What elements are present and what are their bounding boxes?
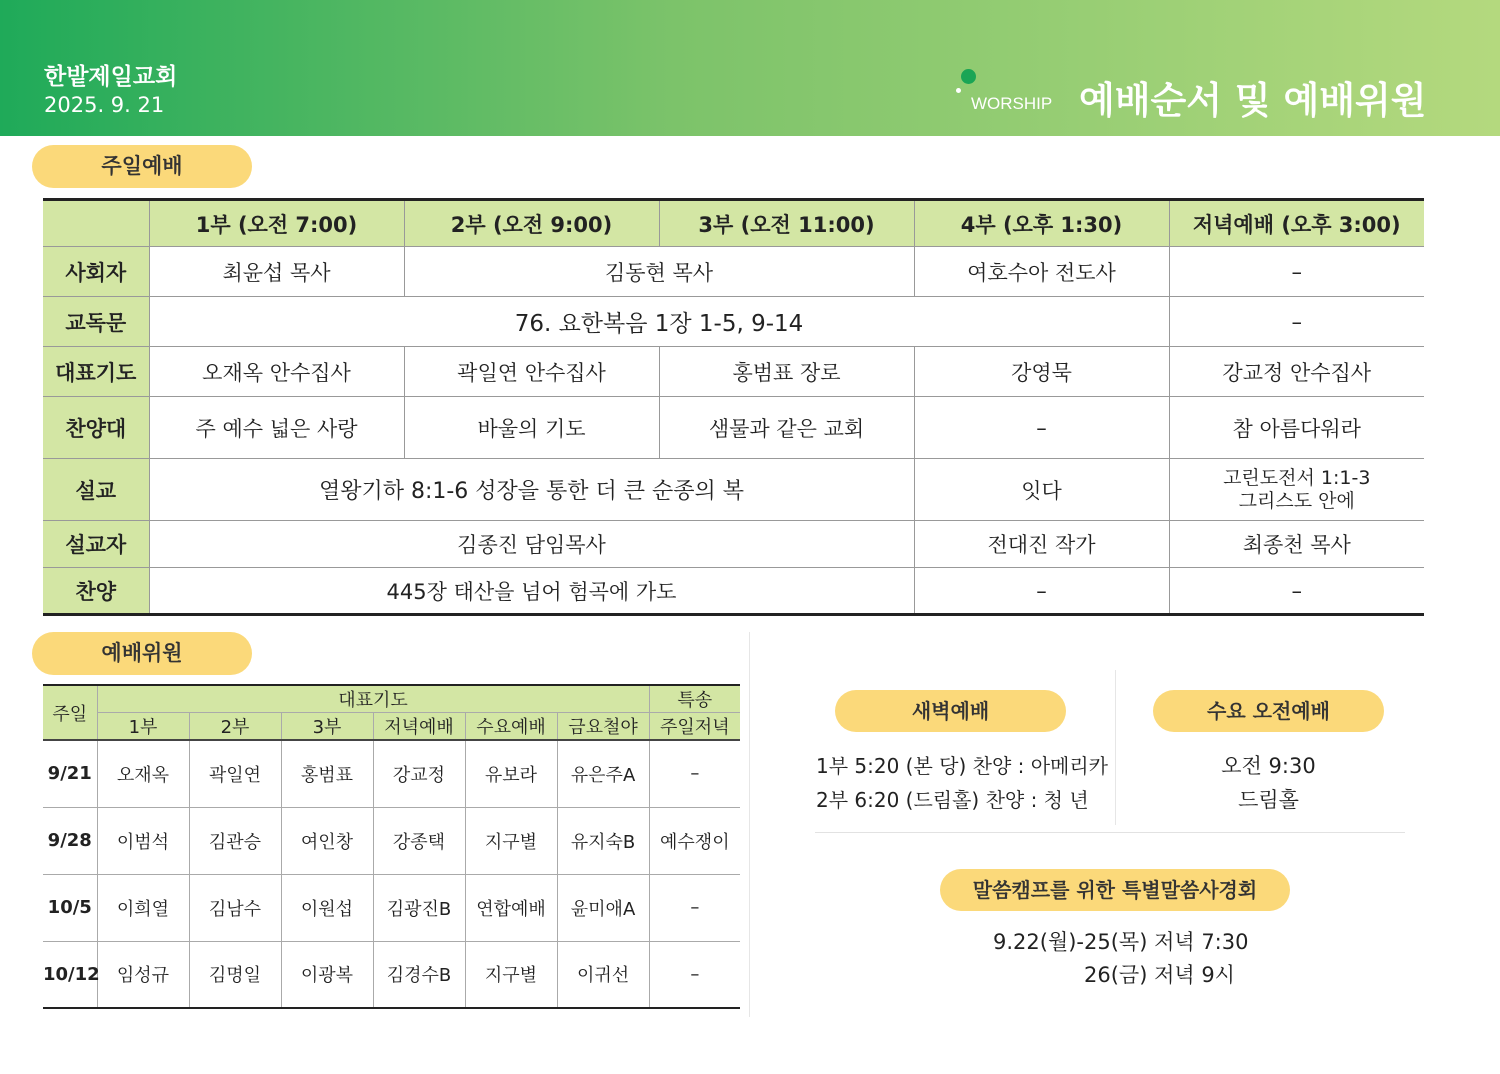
table-cell: 오재옥 [97,740,189,807]
column-header: 3부 [281,713,373,741]
table-cell: 홍범표 장로 [659,347,914,397]
table-header-row [43,200,1424,247]
table-cell: 최종천 목사 [1169,521,1424,568]
column-header: 저녁예배 [373,713,465,741]
dawn-service-line: 2부 6:20 (드림홀) 찬양 : 청 년 [816,788,1089,812]
column-header: 1부 [97,713,189,741]
table-cell: 강교정 [373,740,465,807]
table-cell: 강영묵 [914,347,1169,397]
table-row [43,247,1424,297]
table-row [43,568,1424,615]
wednesday-service-time: 오전 9:30 [1221,754,1316,778]
table-cell: 김남수 [189,874,281,941]
column-header: 1부 (오전 7:00) [149,200,404,247]
table-cell: 지구별 [465,807,557,874]
table-row [43,459,1424,521]
table-row [43,807,740,874]
table-cell: – [649,874,740,941]
column-header: 수요예배 [465,713,557,741]
table-cell: – [914,568,1169,615]
small-dot-icon [956,88,961,93]
column-divider [749,632,750,1017]
table-row [43,397,1424,459]
table-cell: – [1169,297,1424,347]
bulletin-date: 2025. 9. 21 [44,93,165,117]
wednesday-service-place: 드림홀 [1238,788,1299,812]
column-header-week: 주일 [43,685,97,740]
table-cell: 유은주A [557,740,649,807]
table-cell: 샘물과 같은 교회 [659,397,914,459]
table-cell: 열왕기하 8:1-6 성장을 통한 더 큰 순종의 복 [149,459,914,521]
row-date: 10/5 [43,874,97,941]
table-cell: 홍범표 [281,740,373,807]
special-meeting-dates: 26(금) 저녁 9시 [1084,963,1235,987]
table-cell: 김동현 목사 [404,247,914,297]
table-header-row [43,685,740,713]
table-cell: 김경수B [373,941,465,1008]
table-row [43,297,1424,347]
table-cell: 연합예배 [465,874,557,941]
row-date: 9/21 [43,740,97,807]
row-label: 교독문 [43,297,149,347]
table-cell: 445장 태산을 넘어 험곡에 가도 [149,568,914,615]
table-cell: 강교정 안수집사 [1169,347,1424,397]
table-cell: 최윤섭 목사 [149,247,404,297]
column-group-header: 특송 [649,685,740,713]
table-cell: 이범석 [97,807,189,874]
table-row [43,941,740,1008]
table-cell: 김종진 담임목사 [149,521,914,568]
table-cell: 곽일연 안수집사 [404,347,659,397]
column-header: 3부 (오전 11:00) [659,200,914,247]
table-cell: 전대진 작가 [914,521,1169,568]
table-cell: 유보라 [465,740,557,807]
section-label-wednesday-service: 수요 오전예배 [1153,690,1384,732]
page-title: 예배순서 및 예배위원 [1079,79,1427,122]
corner-cell [43,200,149,247]
section-label-dawn-service: 새벽예배 [835,690,1066,732]
table-cell: 김관승 [189,807,281,874]
row-date: 10/12 [43,941,97,1008]
special-meeting-dates: 9.22(월)-25(목) 저녁 7:30 [993,930,1249,954]
table-row [43,521,1424,568]
table-cell: 지구별 [465,941,557,1008]
column-header: 주일저녁 [649,713,740,741]
table-cell: 곽일연 [189,740,281,807]
column-header: 4부 (오후 1:30) [914,200,1169,247]
table-header-row [43,713,740,741]
column-header: 2부 [189,713,281,741]
table-cell: 여호수아 전도사 [914,247,1169,297]
column-header: 2부 (오전 9:00) [404,200,659,247]
header-banner [0,0,1500,136]
row-label: 대표기도 [43,347,149,397]
table-cell: 이광복 [281,941,373,1008]
table-cell: – [1169,568,1424,615]
section-label-special-meeting: 말씀캠프를 위한 특별말씀사경회 [940,869,1290,911]
table-cell: 이원섭 [281,874,373,941]
column-header: 저녁예배 (오후 3:00) [1169,200,1424,247]
table-row [43,740,740,807]
table-cell: – [649,941,740,1008]
dot-icon [961,69,976,84]
table-cell: 76. 요한복음 1장 1-5, 9-14 [149,297,1169,347]
table-cell: 김명일 [189,941,281,1008]
worship-label: WORSHIP [971,94,1053,113]
row-label: 사회자 [43,247,149,297]
table-row [43,874,740,941]
worship-staff-table [43,684,740,1009]
table-cell: 임성규 [97,941,189,1008]
row-date: 9/28 [43,807,97,874]
table-cell: 유지숙B [557,807,649,874]
table-cell: 잇다 [914,459,1169,521]
column-divider [1115,670,1116,825]
church-name: 한밭제일교회 [44,64,178,90]
table-cell: 주 예수 넓은 사랑 [149,397,404,459]
row-label: 설교자 [43,521,149,568]
table-cell: 윤미애A [557,874,649,941]
table-cell: 오재옥 안수집사 [149,347,404,397]
row-label: 찬양대 [43,397,149,459]
table-cell: – [1169,247,1424,297]
table-cell: 김광진B [373,874,465,941]
section-label-sunday-service: 주일예배 [32,145,252,188]
row-label: 설교 [43,459,149,521]
row-label: 찬양 [43,568,149,615]
sermon-text-line: 고린도전서 1:1-3 [1223,466,1371,489]
dawn-service-line: 1부 5:20 (본 당) 찬양 : 아메리카 [816,754,1109,778]
table-cell: – [649,740,740,807]
sunday-service-table [43,198,1424,616]
table-cell [1169,459,1424,521]
table-row [43,347,1424,397]
table-cell: 강종택 [373,807,465,874]
table-cell: – [914,397,1169,459]
table-cell: 이귀선 [557,941,649,1008]
table-cell: 여인창 [281,807,373,874]
table-cell: 바울의 기도 [404,397,659,459]
table-cell: 이희열 [97,874,189,941]
table-cell: 예수쟁이 [649,807,740,874]
column-group-header: 대표기도 [97,685,649,713]
table-cell: 참 아름다워라 [1169,397,1424,459]
sermon-title-line: 그리스도 안에 [1238,489,1355,512]
row-divider [815,832,1405,833]
section-label-worship-staff: 예배위원 [32,632,252,675]
column-header: 금요철야 [557,713,649,741]
